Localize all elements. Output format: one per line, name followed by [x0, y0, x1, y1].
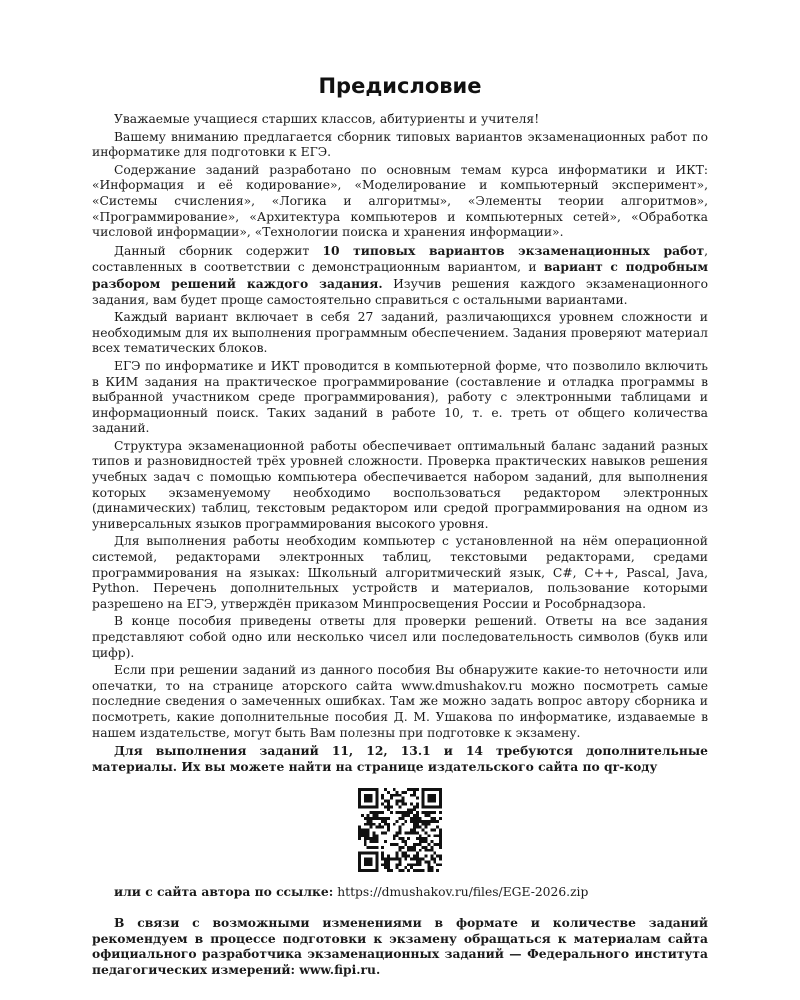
- greeting: Уважаемые учащиеся старших классов, абитуриенты и учителя!: [114, 112, 540, 126]
- materials-paragraph: Для выполнения заданий 11, 12, 13.1 и 14 требуются дополнительные материалы. Их вы можете найти на странице издательского сайта по qr-коду: [92, 743, 708, 774]
- preface-page: [92, 72, 708, 979]
- collection-text-2: , составленных в соответствии с демонстрационным вариантом, и: [92, 243, 708, 275]
- qr-code-container: [92, 788, 708, 872]
- fipi-paragraph: В связи с возможными изменениями в формате и количестве заданий рекомендуем в процессе подготовки к экзамену обращаться к материалам сайта официального разработчика экзаменационных заданий — Федерального института педагогических измерений: www.fipi.ru.: [92, 914, 708, 977]
- author-link-url[interactable]: https://dmushakov.ru/files/EGE-2026.zip: [337, 885, 589, 900]
- computer-paragraph: ЕГЭ по информатике и ИКТ проводится в компьютерной форме, что позволило включить в КИМ задания на практическое программирование (составление и отладка программы в выбранной участником среде программирования), работу с электронными таблицами и информационный поиск. Таких заданий в работе 10, т. е. треть от общего количества заданий.: [92, 358, 708, 436]
- variant-paragraph: Каждый вариант включает в себя 27 заданий, различающихся уровнем сложности и необходимым для их выполнения программным обеспечением. Задания проверяют материал всех тематических блоков.: [92, 310, 708, 356]
- answers-paragraph: В конце пособия приведены ответы для проверки решений. Ответы на все задания представляют собой одно или несколько чисел или последовательность символов (букв или цифр).: [92, 614, 708, 660]
- errata-paragraph: Если при решении заданий из данного пособия Вы обнаружите какие-то неточности или опечатки, то на странице аторского сайта www.dmushakov.ru можно посмотреть самые последние сведения о замеченных ошибках. Там же можно задать вопрос автору сборника и посмотреть, какие дополнительные пособия Д. М. Ушакова по информатике, издаваемые в нашем издательстве, могут быть Вам полезны при подготовке к экзамену.: [92, 663, 708, 740]
- qr-code[interactable]: [358, 788, 442, 872]
- collection-bold-2: вариант с подробным разбором решений каждого задания.: [92, 259, 708, 291]
- collection-text-1: Данный сборник содержит: [114, 243, 323, 258]
- page-title: Предисловие: [318, 74, 482, 98]
- intro-paragraph: Вашему вниманию предлагается сборник типовых вариантов экзаменационных работ по информатике для подготовки к ЕГЭ.: [92, 129, 708, 160]
- author-link-label: или с сайта автора по ссылке:: [114, 884, 334, 900]
- structure-paragraph: Структура экзаменационной работы обеспечивает оптимальный баланс заданий разных типов и разновидностей трёх уровней сложности. Проверка практических навыков решения учебных задач с помощью компьютера обеспечивается набором заданий, для выполнения которых экзаменуемому необходимо воспользоваться редактором электронных (динамических) таблиц, текстовым редактором или средой программирования на одном из универсальных языков программирования высокого уровня.: [92, 438, 708, 531]
- requirements-paragraph: Для выполнения работы необходим компьютер с установленной на нём операционной системой, редакторами электронных таблиц, текстовыми редакторами, средами программирования на языках: Школьный алгоритмический язык, C#, C++, Pascal, Java, Python. Перечень дополнительных устройств и материалов, пользование которыми разрешено на ЕГЭ, утверждён приказом Минпросвещения России и Рособрнадзора.: [92, 534, 708, 611]
- collection-bold-1: 10 типовых вариантов экзаменационных работ: [322, 242, 705, 258]
- topics-paragraph: Содержание заданий разработано по основным темам курса информатики и ИКТ: «Информация и её кодирование», «Моделирование и компьютерный эксперимент», «Системы счисления», «Логика и алгоритмы», «Элементы теории алгоритмов», «Программирование», «Архитектура компьютеров и компьютерных сетей», «Обработка числовой информации», «Технологии поиска и хранения информации».: [92, 162, 708, 240]
- collection-text-3: Изучив решения каждого экзаменационного задания, вам будет проще самостоятельно справиться с остальными вариантами.: [92, 276, 708, 307]
- author-link-line: [92, 884, 708, 901]
- collection-paragraph: [92, 243, 708, 308]
